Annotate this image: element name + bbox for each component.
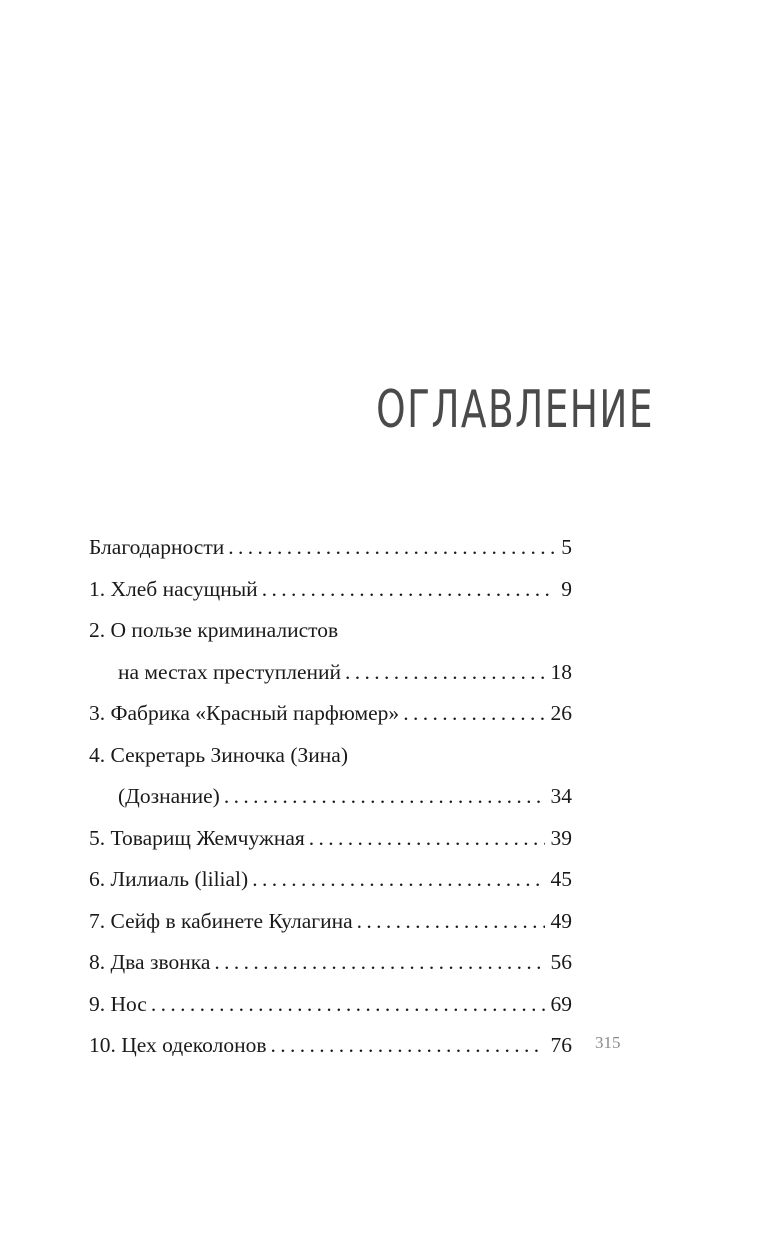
toc-leader-dots xyxy=(151,984,545,1026)
toc-entry-title: 9. Нос xyxy=(89,991,147,1016)
toc-entry[interactable] xyxy=(89,735,572,777)
toc-leader-dots xyxy=(228,527,555,569)
toc-entry[interactable] xyxy=(89,569,572,611)
toc-entry-page: 56 xyxy=(550,950,572,974)
toc-leader-dots xyxy=(262,569,556,611)
toc-leader-dots xyxy=(309,818,545,860)
page-number: 315 xyxy=(595,1033,621,1052)
toc-entry-continuation[interactable] xyxy=(89,776,572,818)
toc-entry[interactable] xyxy=(89,942,572,984)
toc-entry-page: 39 xyxy=(550,825,572,850)
toc-entry[interactable] xyxy=(89,859,572,901)
toc-entry-title: Благодарности xyxy=(89,535,225,559)
page-title: ОГЛАВЛЕНИЕ xyxy=(376,379,654,440)
toc-leader-dots xyxy=(270,1025,544,1067)
toc-entry-page: 69 xyxy=(550,991,572,1016)
toc-entry-title: (Дознание) xyxy=(118,784,220,808)
toc-entry-title: 10. Цех одеколонов xyxy=(89,1033,267,1057)
toc-entry-page: 5 xyxy=(561,535,572,559)
toc-entry-page: 49 xyxy=(550,908,572,933)
toc-entry-title: 1. Хлеб насущный xyxy=(89,576,258,601)
toc-entry-page: 18 xyxy=(550,659,572,684)
toc-entry[interactable] xyxy=(89,818,572,860)
toc-leader-dots xyxy=(214,942,544,984)
toc-entry-title: на местах преступлений xyxy=(118,659,342,684)
toc-entry-title: 7. Сейф в кабинете Кулагина xyxy=(89,908,353,933)
toc-entry-page: 9 xyxy=(561,576,572,601)
toc-leader-dots xyxy=(224,776,545,818)
table-of-contents xyxy=(89,527,572,1067)
toc-entry[interactable] xyxy=(89,984,572,1026)
toc-entry-continuation[interactable] xyxy=(89,652,572,694)
toc-leader-dots xyxy=(357,901,545,943)
toc-entry[interactable] xyxy=(89,610,572,652)
toc-entry[interactable] xyxy=(89,901,572,943)
toc-entry-title: 4. Секретарь Зиночка (Зина) xyxy=(89,742,348,767)
toc-entry[interactable] xyxy=(89,527,572,569)
toc-entry[interactable] xyxy=(89,1025,572,1067)
toc-entry-page: 34 xyxy=(550,784,572,808)
toc-entry[interactable] xyxy=(89,693,572,735)
toc-entry-page: 26 xyxy=(550,701,572,725)
toc-entry-page: 76 xyxy=(550,1033,572,1057)
toc-entry-title: 2. О пользе криминалистов xyxy=(89,618,339,642)
toc-entry-page: 45 xyxy=(550,867,572,891)
toc-entry-title: 5. Товарищ Жемчужная xyxy=(89,825,305,850)
toc-leader-dots xyxy=(252,859,544,901)
toc-entry-title: 8. Два звонка xyxy=(89,950,211,974)
toc-entry-title: 6. Лилиаль (lilial) xyxy=(89,867,249,891)
toc-entry-title: 3. Фабрика «Красный парфюмер» xyxy=(89,701,400,725)
toc-leader-dots xyxy=(403,693,544,735)
toc-leader-dots xyxy=(345,652,544,694)
